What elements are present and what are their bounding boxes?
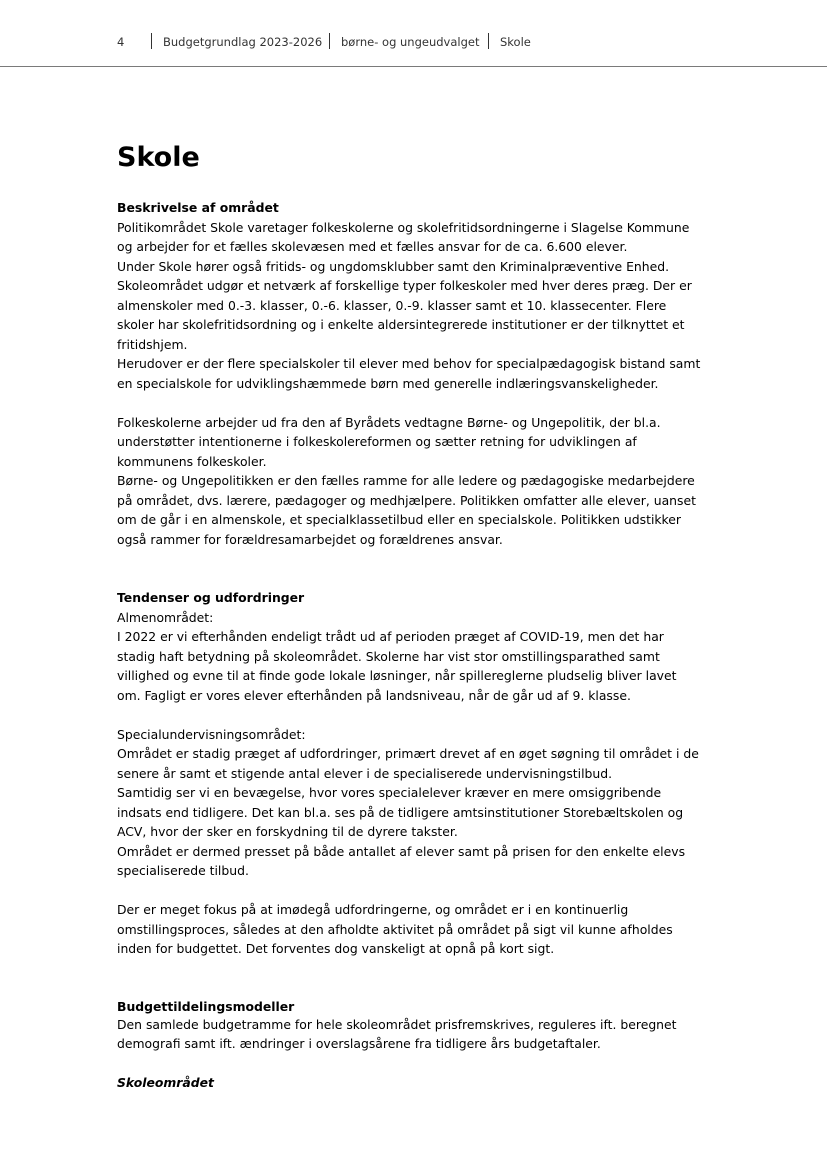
text-line: Området er dermed presset på både antallet af elever samt på prisen for den enkelte elevs (117, 843, 686, 859)
text-line: Almenområdet: (117, 609, 214, 625)
text-line: ACV, hvor der sker en forskydning til de dyrere takster. (117, 824, 458, 839)
text-line: indsats end tidligere. Det kan bl.a. ses på de tidligere amtsinstitutioner Storebæltskolen og (117, 804, 684, 820)
text-line: Skoleområdet udgør et netværk af forskellige typer folkeskoler med hver deres præg. Der er (117, 278, 692, 293)
header-separator (488, 33, 489, 49)
text-line: omstillingsproces, således at den afholdte aktivitet på området på sigt vil kunne afholdes (117, 921, 673, 937)
text-line: Der er meget fokus på at imødegå udfordringerne, og området er i en kontinuerlig (117, 902, 629, 917)
section-heading: Budgettildelingsmodeller (117, 998, 295, 1014)
text-line: kommunens folkeskoler. (117, 453, 267, 469)
text-line: skoler har skolefritidsordning og i enkelte aldersintegrerede institutioner er der tilknyttet et (117, 317, 685, 332)
text-line: om de går i en almenskole, et specialklassetilbud eller en specialskole. Politikken udstikker (117, 512, 682, 527)
blank-line (117, 549, 717, 569)
blank-line (117, 1054, 717, 1074)
text-line (117, 705, 717, 725)
text-line: på området, dvs. lærere, pædagoger og medhjælpere. Politikken omfatter alle elever, uanset (117, 492, 696, 508)
text-line: også rammer for forældresamarbejdet og forældrenes ansvar. (117, 531, 503, 547)
document-body (117, 198, 717, 1093)
text-line: villighed og evne til at finde gode lokale løsninger, når spillereglerne pludselig bliver lavet (117, 668, 677, 683)
text-line: senere år samt et stigende antal elever i de specialiserede undervisningstilbud. (117, 765, 613, 781)
text-line: understøtter intentionerne i folkeskolereformen og sætter retning for udviklingen af (117, 434, 637, 449)
text-line: Den samlede budgetramme for hele skoleområdet prisfremskrives, reguleres ift. beregnet (117, 1016, 677, 1032)
text-line: specialiserede tilbud. (117, 863, 249, 878)
section-name: Skole (500, 35, 531, 49)
text-line: og arbejder for et fælles skolevæsen med et fælles ansvar for de ca. 6.600 elever. (117, 239, 628, 254)
text-line: Folkeskolerne arbejder ud fra den af Byrådets vedtagne Børne- og Ungepolitik, der bl.a. (117, 414, 661, 430)
page-number: 4 (117, 35, 125, 49)
blank-line (117, 978, 717, 998)
header-separator (329, 33, 330, 49)
document-title: Budgetgrundlag 2023-2026 (163, 35, 323, 49)
text-line: almenskoler med 0.-3. klasser, 0.-6. klasser, 0.-9. klasser samt et 10. klassecenter. Flere (117, 297, 667, 313)
sub-heading: Skoleområdet (117, 1075, 214, 1090)
blank-line (117, 569, 717, 589)
text-line: om. Fagligt er vores elever efterhånden på landsniveau, når de går ud af 9. klasse. (117, 687, 631, 703)
blank-line (117, 959, 717, 979)
text-line: fritidshjem. (117, 336, 188, 352)
committee-name: børne- og ungeudvalget (341, 35, 480, 49)
text-line: I 2022 er vi efterhånden endeligt trådt ud af perioden præget af COVID-19, men det har (117, 629, 664, 644)
text-line: Herudover er der flere specialskoler til elever med behov for specialpædagogisk bistand samt (117, 356, 701, 371)
text-line: demografi samt ift. ændringer i overslagsårene fra tidligere års budgetaftaler. (117, 1036, 601, 1051)
text-line: Området er stadig præget af udfordringer, primært drevet af en øget søgning til området i de (117, 746, 699, 761)
text-line: stadig haft betydning på skoleområdet. Skolerne har vist stor omstillingsparathed samt (117, 648, 660, 664)
text-line: inden for budgettet. Det forventes dog vanskeligt at opnå på kort sigt. (117, 941, 555, 956)
section-heading: Beskrivelse af området (117, 200, 279, 215)
text-line (117, 881, 717, 901)
text-line: Samtidig ser vi en bevægelse, hvor vores specialelever kræver en mere omsiggribende (117, 785, 662, 800)
header-separator (151, 33, 152, 49)
text-line (117, 393, 717, 413)
page-header (0, 0, 827, 67)
text-line: Under Skole hører også fritids- og ungdomsklubber samt den Kriminalpræventive Enhed. (117, 258, 670, 274)
text-line: Politikområdet Skole varetager folkeskolerne og skolefritidsordningerne i Slagelse Kommune (117, 219, 690, 235)
text-line: Specialundervisningsområdet: (117, 726, 306, 742)
text-line: Børne- og Ungepolitikken er den fælles ramme for alle ledere og pædagogiske medarbejdere (117, 473, 695, 488)
section-heading: Tendenser og udfordringer (117, 590, 305, 605)
text-line: en specialskole for udviklingshæmmede børn med generelle indlæringsvanskeligheder. (117, 375, 659, 391)
page-title: Skole (117, 142, 200, 173)
